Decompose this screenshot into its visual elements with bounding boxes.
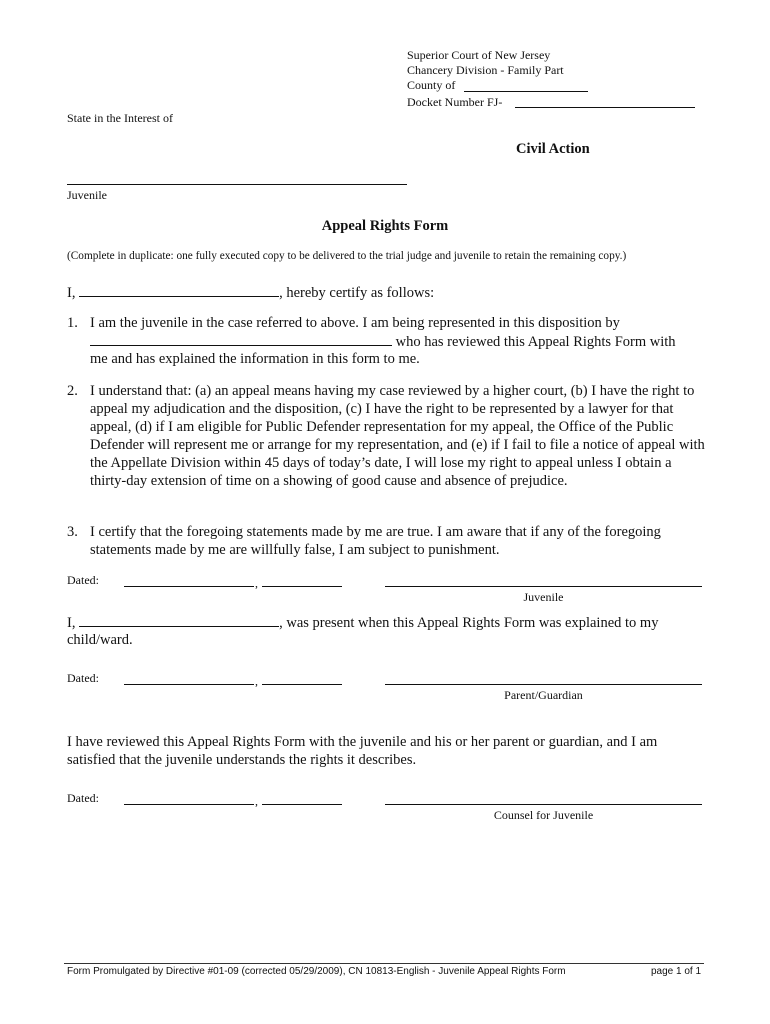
item-1-line1: I am the juvenile in the case referred to above. I am being represented in this disposition by [90,315,620,331]
dated-label: Dated: [67,573,99,587]
court-name: Superior Court of New Jersey [407,48,551,62]
item-2-text: I understand that: (a) an appeal means having my case reviewed by a higher court, (b) I have the right to appeal my adjudication and the disposition, (c) I have the right to be represented by a lawyer for that appeal, (d) if I am eligible for Public Defender representation for my appeal, the Office of the Public Defender will represent me or arrange for my representation, and (e) if I fail to file a notice of appeal with the Appellate Division within 45 days of today’s date, I will lose my right to appeal unless I obtain a thirty-day extension of time on a showing of good cause and absence of prejudice. [90,383,705,489]
dated-label: Dated: [67,671,99,685]
state-interest-label: State in the Interest of [67,111,173,125]
item-1-line2-text: who has reviewed this Appeal Rights Form with [392,334,676,350]
parent-statement [67,613,658,632]
form-instructions: (Complete in duplicate: one fully executed copy to be delivered to the trial judge and juvenile to retain the remaining copy.) [67,250,627,262]
division-name: Chancery Division - Family Part [407,63,564,77]
certify-intro [67,283,434,302]
juvenile-signature-field[interactable] [385,586,702,587]
juvenile-year-field[interactable] [262,586,342,587]
parent-date-field[interactable] [124,684,254,685]
parent-year-field[interactable] [262,684,342,685]
item-3-text: I certify that the foregoing statements made by me are true. I am aware that if any of the foregoing statements made by me are willfully false, I am subject to punishment. [90,524,661,558]
county-label: County of [407,78,456,92]
juvenile-date-field[interactable] [124,586,254,587]
counsel-year-field[interactable] [262,804,342,805]
date-comma: , [255,674,258,688]
item-1-line3: me and has explained the information in this form to me. [90,351,420,367]
parent-signature-label: Parent/Guardian [504,688,583,702]
parent-statement-start: I, [67,615,76,631]
item-1-line2 [90,332,676,351]
counsel-signature-field[interactable] [385,804,702,805]
parent-statement-end: , was present when this Appeal Rights Form was explained to my [279,615,659,631]
docket-label: Docket Number FJ- [407,95,503,109]
juvenile-name-blank[interactable] [79,283,279,297]
dated-label: Dated: [67,791,99,805]
item-number: 2. [67,383,78,399]
civil-action-label: Civil Action [516,141,590,157]
certify-intro-end: , hereby certify as follows: [279,285,435,301]
parent-signature-field[interactable] [385,684,702,685]
footer-promulgation: Form Promulgated by Directive #01-09 (corrected 05/29/2009), CN 10813-English - Juvenile Appeal Rights Form [67,966,566,977]
juvenile-caption-label: Juvenile [67,188,107,202]
attorney-name-blank[interactable] [90,332,392,346]
footer-rule [64,963,704,964]
form-title: Appeal Rights Form [321,218,449,234]
counsel-statement: I have reviewed this Appeal Rights Form with the juvenile and his or her parent or guardian, and I am satisfied that the juvenile understands the rights it describes. [67,734,658,768]
footer-page-number: page 1 of 1 [651,966,702,977]
item-number: 3. [67,524,78,540]
date-comma: , [255,576,258,590]
date-comma: , [255,794,258,808]
counsel-date-field[interactable] [124,804,254,805]
certify-intro-start: I, [67,285,76,301]
county-field[interactable] [464,91,588,92]
item-number: 1. [67,315,78,331]
counsel-signature-label: Counsel for Juvenile [493,808,594,822]
juvenile-signature-label: Juvenile [523,590,564,604]
docket-number-field[interactable] [515,107,695,108]
parent-statement-line2: child/ward. [67,632,133,648]
juvenile-name-field[interactable] [67,184,407,185]
parent-name-blank[interactable] [79,613,279,627]
